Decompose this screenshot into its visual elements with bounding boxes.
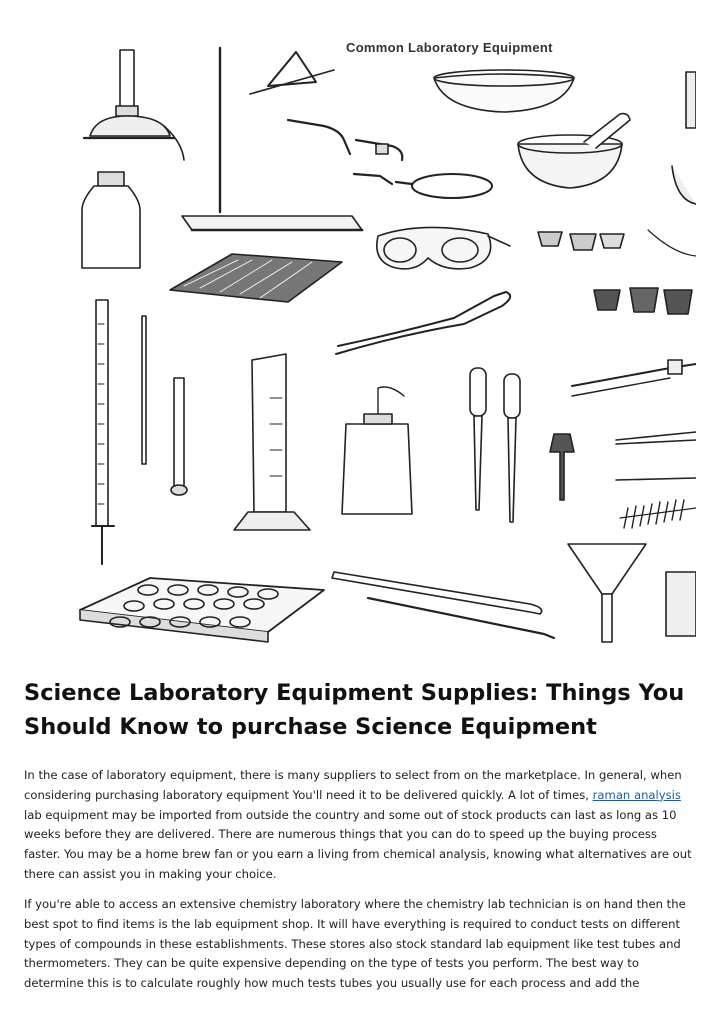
- iron-ring-icon: [396, 174, 492, 198]
- bunsen-burner-icon: [84, 50, 184, 160]
- clay-triangle-icon: [250, 52, 334, 94]
- ring-stand-icon: [182, 48, 362, 230]
- article-paragraph-2: If you're able to access an extensive chemistry laboratory where the chemistry lab technician is on hand then the best spot to find items is the lab equipment shop. It will have everything is required to conduct tests on different types of compounds in these establishments. These stores also stock standard lab equipment like test tubes and thermometers. They can be quite expensive depending on the type of tests you perform. The best way to determine this is to calculate roughly how much tests tubes you usually use for each process and add the: [24, 897, 686, 991]
- mortar-and-pestle-icon: [518, 114, 630, 188]
- graduated-cylinder-icon: [234, 354, 310, 530]
- lab-equipment-drawing: [24, 24, 696, 654]
- paragraph-1-text-start: In the case of laboratory equipment, there is many suppliers to select from on the marketplace. In general, when considering purchasing laboratory equipment You'll need it to be delivered quickly. A lot of times,: [24, 768, 682, 802]
- pipette-icon: [142, 316, 187, 495]
- figure-caption: Common Laboratory Equipment: [346, 40, 553, 55]
- dropper-icon: [470, 368, 574, 522]
- funnel-icon: [568, 544, 646, 642]
- forceps-icon: [616, 432, 696, 480]
- test-tube-brush-icon: [620, 500, 696, 528]
- glass-plate-icon: [666, 572, 696, 636]
- wash-bottle-icon: [342, 387, 412, 514]
- article-title: Science Laboratory Equipment Supplies: Things You Should Know to purchase Science Equipment: [24, 680, 685, 740]
- evaporating-dish-icon: [434, 70, 574, 112]
- raman-analysis-link[interactable]: raman analysis: [592, 787, 681, 802]
- spatula-icon: [332, 572, 554, 638]
- lab-equipment-illustration: [24, 24, 696, 654]
- rubber-stoppers-icon: [538, 230, 696, 314]
- article-paragraph-1: [24, 766, 696, 885]
- safety-goggles-icon: [377, 227, 510, 268]
- reagent-bottle-icon: [82, 172, 140, 268]
- spot-plate-icon: [80, 578, 324, 642]
- wire-gauze-icon: [170, 254, 342, 302]
- test-tube-holder-icon: [572, 360, 696, 396]
- crucible-tongs-icon: [336, 292, 510, 354]
- paragraph-1-text-end: lab equipment may be imported from outside the country and some out of stock products can last as long as 10 weeks before they are delivered. There are numerous things that you can do to speed up the buying process faster. You may be a home brew fan or you earn a living from chemical analysis, knowing what alternatives are out there can assist you in making your choice.: [24, 807, 692, 881]
- utility-clamp-icon: [288, 120, 402, 184]
- burette-icon: [92, 300, 114, 564]
- crucible-icon: [672, 72, 696, 204]
